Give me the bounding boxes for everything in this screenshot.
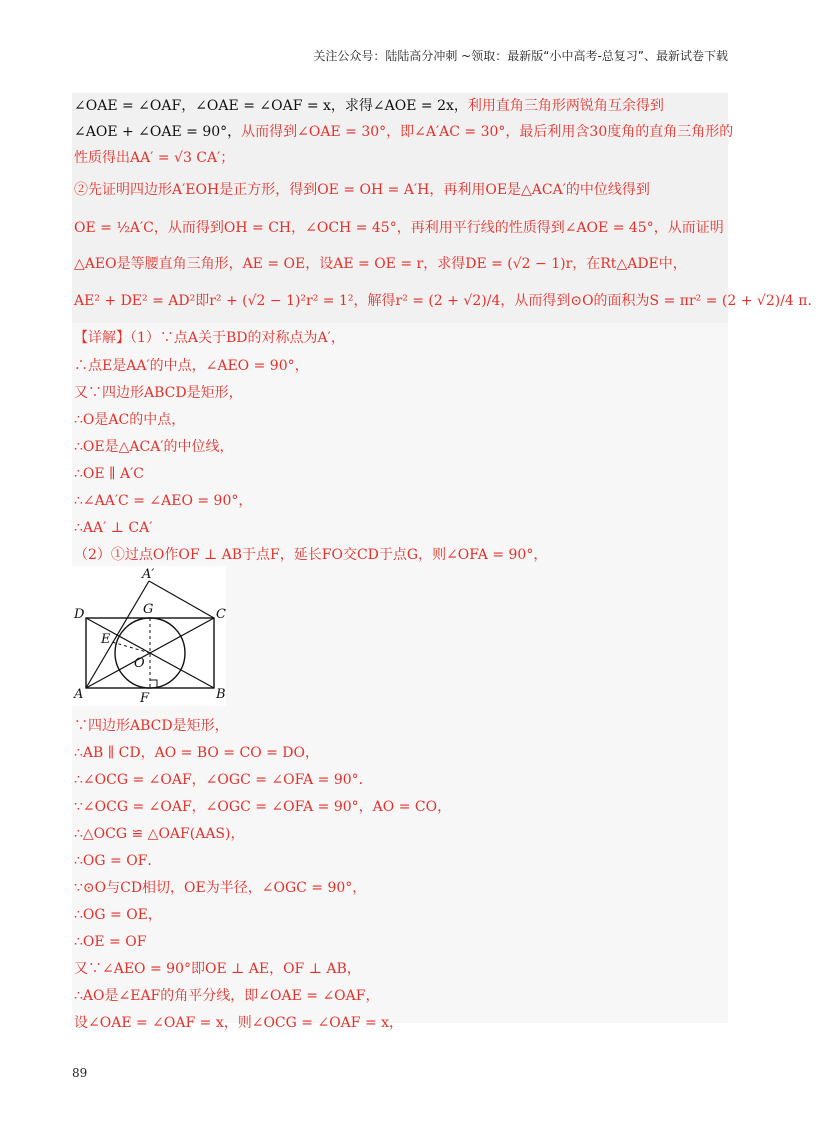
proof-line-10: 又∵∠AEO = 90°即OE ⊥ AE，OF ⊥ AB， [74,961,361,977]
geometry-figure-svg [72,566,226,706]
proof-line-6: ∴OG = OF． [74,853,162,869]
analysis-line-2: ∠AOE + ∠OAE = 90°，从而得到∠OAE = 30°，即∠A′AC = 30°，最后利用含30度角的直角三角形的 [74,124,734,140]
detail-line-2: ∴点E是AA′的中点，∠AEO = 90°， [74,358,309,374]
analysis-line-6: △AEO是等腰直角三角形，AE = OE，设AE = OE = r，求得DE = (√2 − 1)r，在Rt△ADE中， [74,256,687,272]
proof-line-12: 设∠OAE = ∠OAF = x，则∠OCG = ∠OAF = x， [74,1015,404,1031]
proof-line-8: ∴OG = OE， [74,907,162,923]
proof-line-7: ∵⊙O与CD相切，OE为半径，∠OGC = 90°， [74,880,367,896]
detail-line-4: ∴O是AC的中点， [74,412,186,428]
detail-line-1: 【详解】（1）∵点A关于BD的对称点为A′， [74,330,345,346]
label-a-prime: A′ [142,567,155,582]
detail-line-9: （2）①过点O作OF ⊥ AB于点F，延长FO交CD于点G，则∠OFA = 90°， [74,547,548,563]
label-f: F [140,691,150,706]
proof-line-4: ∵∠OCG = ∠OAF，∠OGC = ∠OFA = 90°，AO = CO， [74,799,452,815]
analysis-line-1: ∠OAE = ∠OAF，∠OAE = ∠OAF = x，求得∠AOE = 2x，利用直角三角形两锐角互余得到 [74,98,664,114]
label-e: E [101,632,111,647]
figure-background [72,566,226,706]
proof-line-5: ∴△OCG ≌ △OAF(AAS)， [74,826,245,842]
label-c: C [216,607,226,622]
detail-title: 【详解】 [74,330,130,346]
proof-line-11: ∴AO是∠EAF的角平分线，即∠OAE = ∠OAF， [74,988,380,1004]
detail-line-8: ∴AA′ ⊥ CA′ [74,520,153,536]
analysis-line-3: 性质得出AA′ = √3 CA′； [74,150,235,166]
analysis-line-5: OE = ½A′C，从而得到OH = CH，∠OCH = 45°，再利用平行线的性质得到∠AOE = 45°，从而证明 [74,220,724,236]
geometry-figure [72,566,226,706]
label-g: G [143,602,154,617]
detail-line-6: ∴OE ∥ A′C [74,466,144,482]
detail-line-7: ∴∠AA′C = ∠AEO = 90°， [74,493,253,509]
detail-line-3: 又∵四边形ABCD是矩形， [74,385,243,401]
label-o: O [134,656,145,671]
detail-line-5: ∴OE是△ACA′的中位线， [74,439,234,455]
page-header: 关注公众号：陆陆高分冲刺 ~领取：最新版“小中高考-总复习”、最新试卷下载 [313,49,728,63]
proof-line-9: ∴OE = OF [74,934,147,950]
analysis-line-4: ②先证明四边形A′EOH是正方形，得到OE = OH = A′H，再利用OE是△ACA′的中位线得到 [74,182,650,198]
label-b: B [216,687,226,702]
analysis-line-7: AE² + DE² = AD²即r² + (√2 − 1)²r² = 1²，解得r² = (2 + √2)/4，从而得到⊙O的面积为S = πr² = (2 + √2)/4 π． [74,293,821,309]
page-number: 89 [72,1066,88,1080]
proof-line-1: ∵四边形ABCD是矩形， [74,718,229,734]
label-d: D [74,607,85,622]
label-a: A [74,687,84,702]
proof-line-3: ∴∠OCG = ∠OAF，∠OGC = ∠OFA = 90°． [74,772,373,788]
proof-line-2: ∴AB ∥ CD，AO = BO = CO = DO， [74,745,320,761]
